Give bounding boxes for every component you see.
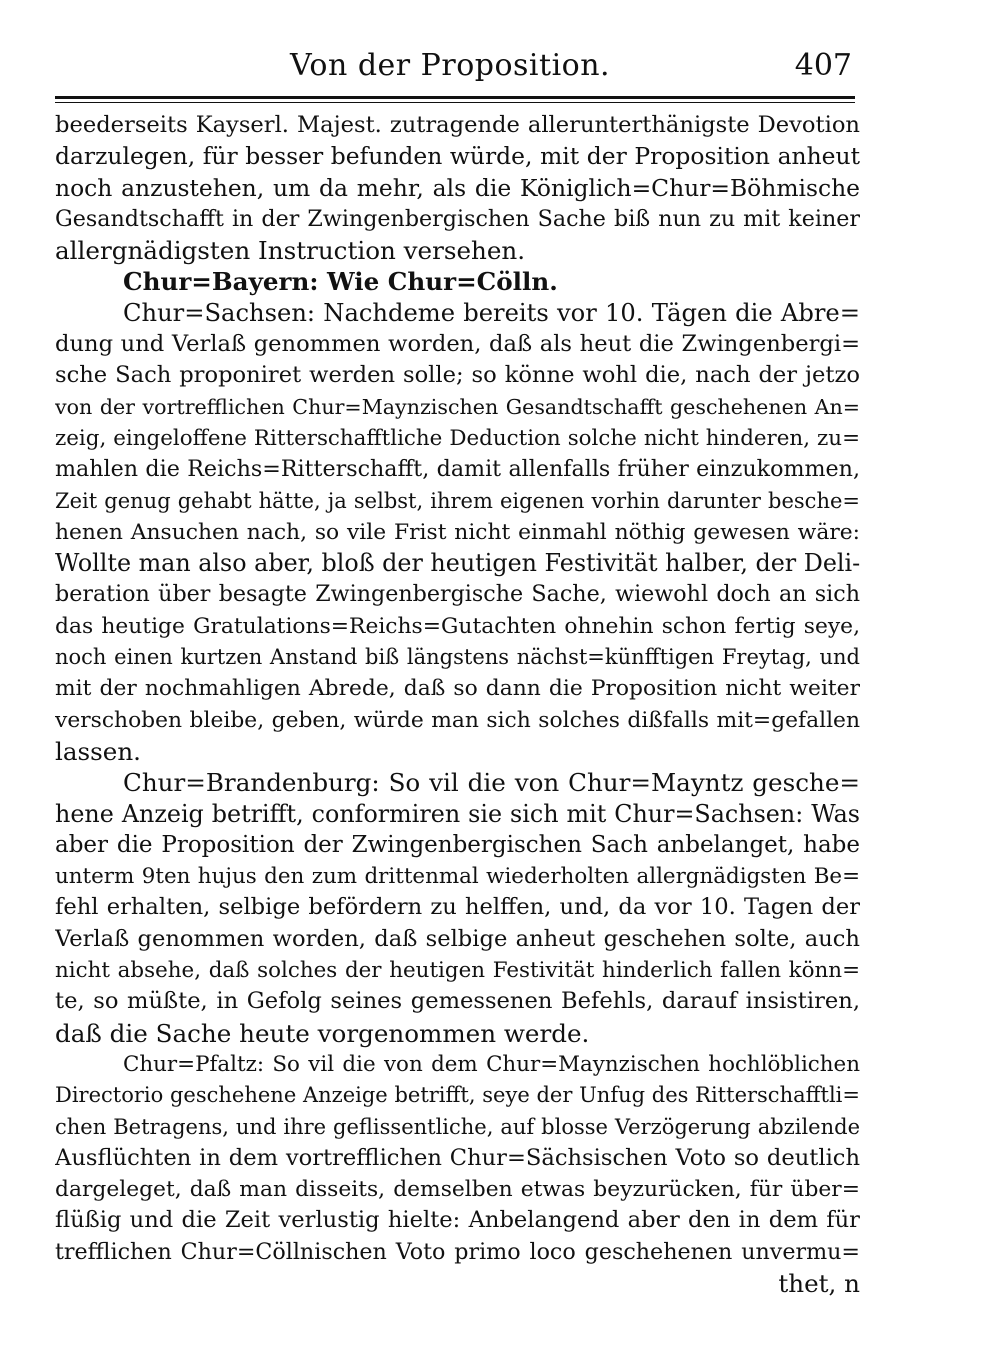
text-line: mahlen die Reichs=Ritterschafft, damit allenfalls früher einzukommen,	[55, 456, 860, 483]
speaker-line-chur-brandenburg: Chur=Brandenburg: So vil die von Chur=Mayntz gesche=	[123, 768, 860, 798]
text-line: dargeleget, daß man disseits, demselben etwas beyzurücken, für über=	[55, 1177, 860, 1203]
speaker-line-chur-bayern: Chur=Bayern: Wie Chur=Cölln.	[123, 267, 558, 297]
text-line: beederseits Kayserl. Majest. zutragende allerunterthänigste Devotion	[55, 112, 860, 138]
header-rule-thin	[55, 102, 855, 103]
text-line: noch einen kurtzen Anstand biß längstens nächst=künfftigen Freytag, und	[55, 645, 860, 670]
text-line: flüßig und die Zeit verlustig hielte: Anbelangend aber den in dem für	[55, 1207, 860, 1234]
text-line: das heutige Gratulations=Reichs=Gutachten ohnehin schon fertig seye,	[55, 613, 860, 639]
text-line: te, so müßte, in Gefolg seines gemessenen Befehls, darauf insistiren,	[55, 988, 860, 1015]
speaker-line-chur-pfaltz: Chur=Pfaltz: So vil die von dem Chur=Maynzischen hochlöblichen	[123, 1051, 860, 1077]
text-line: noch anzustehen, um da mehr, als die Königlich=Chur=Böhmische	[55, 173, 860, 202]
text-line: von der vortrefflichen Chur=Maynzischen Gesandtschafft geschehenen An=	[55, 394, 860, 419]
header-rule	[55, 96, 855, 99]
text-line: dung und Verlaß genommen worden, daß als heut die Zwingenbergi=	[55, 331, 860, 358]
text-line: Verlaß genommen worden, daß selbige anheut geschehen solte, auch	[55, 925, 860, 952]
text-line: lassen.	[55, 736, 141, 766]
text-line: sche Sach proponiret werden solle; so könne wohl die, nach der jetzo	[55, 362, 860, 389]
text-line: Wollte man also aber, bloß der heutigen Festivität halber, der Deli-	[55, 549, 860, 578]
text-line: Directorio geschehene Anzeige betrifft, seye der Unfug des Ritterschafftli=	[55, 1083, 860, 1108]
text-line: daß die Sache heute vorgenommen werde.	[55, 1018, 590, 1048]
text-line: henen Ansuchen nach, so vile Frist nicht einmahl nöthig gewesen wäre:	[55, 519, 860, 545]
text-line: darzulegen, für besser befunden würde, mit der Proposition anheut	[55, 142, 860, 171]
text-line: Gesandtschafft in der Zwingenbergischen Sache biß nun zu mit keiner	[55, 205, 860, 232]
text-line: zeig, eingeloffene Ritterschafftliche Deduction solche nicht hinderen, zu=	[55, 425, 860, 451]
body-text	[55, 110, 860, 1299]
page-number: 407	[794, 48, 852, 83]
text-line: allergnädigsten Instruction versehen.	[55, 236, 526, 266]
text-line: beration über besagte Zwingenbergische Sache, wiewohl doch an sich	[55, 581, 860, 608]
catchword: thet, n	[778, 1268, 860, 1298]
text-line: hene Anzeig betrifft, conformiren sie sich mit Chur=Sachsen: Was	[55, 799, 860, 828]
text-line: chen Betragens, und ihre geflissentliche, auf blosse Verzögerung abzilende	[55, 1114, 860, 1139]
text-line: Ausflüchten in dem vortrefflichen Chur=Sächsischen Voto so deutlich	[55, 1144, 860, 1171]
text-line: verschoben bleibe, geben, würde man sich solches dißfalls mit=gefallen	[55, 707, 860, 733]
text-line: trefflichen Chur=Cöllnischen Voto primo loco geschehenen unvermu=	[55, 1238, 860, 1265]
speaker-line-chur-sachsen: Chur=Sachsen: Nachdeme bereits vor 10. Tägen die Abre=	[123, 298, 860, 327]
text-line: aber die Proposition der Zwingenbergischen Sach anbelanget, habe	[55, 831, 860, 858]
text-line: nicht absehe, daß solches der heutigen Festivität hinderlich fallen könn=	[55, 958, 860, 984]
running-title: Von der Proposition.	[290, 48, 611, 83]
page-header	[55, 46, 860, 90]
text-line: fehl erhalten, selbige befördern zu helffen, und, da vor 10. Tagen der	[55, 894, 860, 921]
text-line: mit der nochmahligen Abrede, daß so dann die Proposition nicht weiter	[55, 676, 860, 702]
text-line: Zeit genug gehabt hätte, ja selbst, ihrem eigenen vorhin darunter besche=	[55, 488, 860, 513]
text-line: unterm 9ten hujus den zum drittenmal wiederholten allergnädigsten Be=	[55, 864, 860, 890]
